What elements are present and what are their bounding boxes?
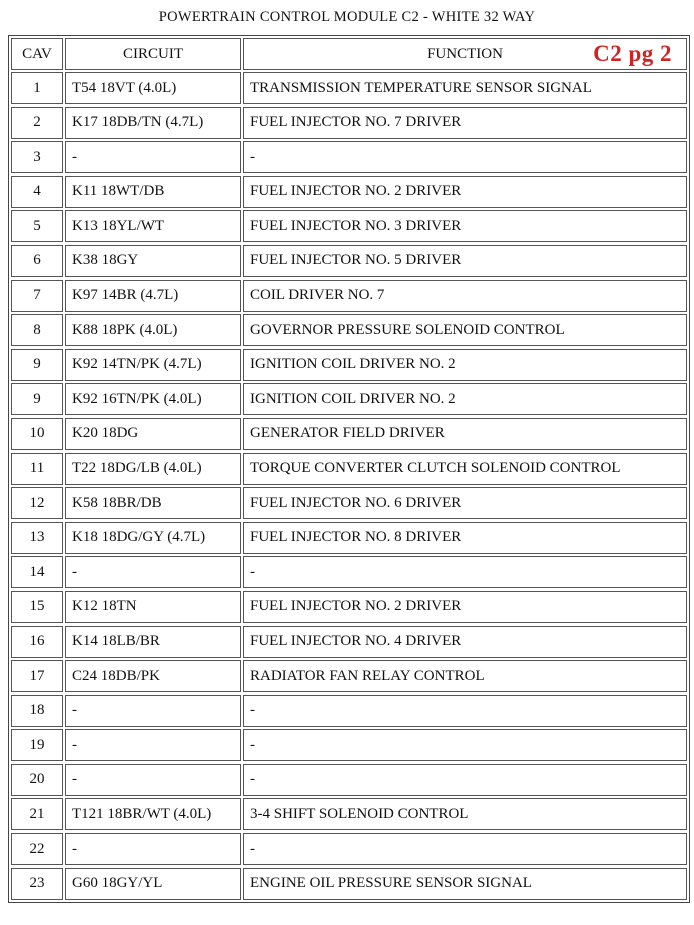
table-row bbox=[11, 72, 687, 104]
cav-cell: 17 bbox=[11, 660, 63, 692]
function-cell: COIL DRIVER NO. 7 bbox=[243, 280, 687, 312]
table-row bbox=[11, 349, 687, 381]
table-row bbox=[11, 626, 687, 658]
header-function-cell bbox=[243, 38, 687, 70]
function-cell: IGNITION COIL DRIVER NO. 2 bbox=[243, 349, 687, 381]
header-circuit: CIRCUIT bbox=[65, 38, 241, 70]
cav-cell: 13 bbox=[11, 522, 63, 554]
function-cell: ENGINE OIL PRESSURE SENSOR SIGNAL bbox=[243, 868, 687, 900]
circuit-cell: K12 18TN bbox=[65, 591, 241, 623]
circuit-cell: T121 18BR/WT (4.0L) bbox=[65, 798, 241, 830]
table-row bbox=[11, 383, 687, 415]
table-row bbox=[11, 487, 687, 519]
circuit-cell: K58 18BR/DB bbox=[65, 487, 241, 519]
table-row bbox=[11, 107, 687, 139]
pinout-table bbox=[8, 35, 690, 903]
function-cell: - bbox=[243, 833, 687, 865]
cav-cell: 2 bbox=[11, 107, 63, 139]
circuit-cell: - bbox=[65, 729, 241, 761]
circuit-cell: T54 18VT (4.0L) bbox=[65, 72, 241, 104]
function-cell: - bbox=[243, 695, 687, 727]
function-cell: FUEL INJECTOR NO. 2 DRIVER bbox=[243, 591, 687, 623]
circuit-cell: - bbox=[65, 833, 241, 865]
function-cell: GENERATOR FIELD DRIVER bbox=[243, 418, 687, 450]
circuit-cell: K17 18DB/TN (4.7L) bbox=[65, 107, 241, 139]
function-cell: IGNITION COIL DRIVER NO. 2 bbox=[243, 383, 687, 415]
table-row bbox=[11, 522, 687, 554]
table-row bbox=[11, 556, 687, 588]
function-cell: TORQUE CONVERTER CLUTCH SOLENOID CONTROL bbox=[243, 453, 687, 485]
table-row bbox=[11, 660, 687, 692]
cav-cell: 16 bbox=[11, 626, 63, 658]
circuit-cell: K13 18YL/WT bbox=[65, 210, 241, 242]
circuit-cell: T22 18DG/LB (4.0L) bbox=[65, 453, 241, 485]
cav-cell: 9 bbox=[11, 349, 63, 381]
table-row bbox=[11, 280, 687, 312]
cav-cell: 9 bbox=[11, 383, 63, 415]
page-label-stamp: C2 pg 2 bbox=[593, 41, 672, 66]
table-row bbox=[11, 591, 687, 623]
page-title: POWERTRAIN CONTROL MODULE C2 - WHITE 32 WAY bbox=[158, 9, 536, 25]
cav-cell: 23 bbox=[11, 868, 63, 900]
cav-cell: 10 bbox=[11, 418, 63, 450]
cav-cell: 19 bbox=[11, 729, 63, 761]
function-cell: - bbox=[243, 141, 687, 173]
cav-cell: 7 bbox=[11, 280, 63, 312]
circuit-cell: K18 18DG/GY (4.7L) bbox=[65, 522, 241, 554]
table-row bbox=[11, 210, 687, 242]
cav-cell: 12 bbox=[11, 487, 63, 519]
table-row bbox=[11, 798, 687, 830]
circuit-cell: - bbox=[65, 556, 241, 588]
cav-cell: 18 bbox=[11, 695, 63, 727]
circuit-cell: K14 18LB/BR bbox=[65, 626, 241, 658]
circuit-cell: K38 18GY bbox=[65, 245, 241, 277]
table-row bbox=[11, 245, 687, 277]
function-cell: RADIATOR FAN RELAY CONTROL bbox=[243, 660, 687, 692]
cav-cell: 6 bbox=[11, 245, 63, 277]
cav-cell: 5 bbox=[11, 210, 63, 242]
circuit-cell: K92 14TN/PK (4.7L) bbox=[65, 349, 241, 381]
cav-cell: 15 bbox=[11, 591, 63, 623]
table-row bbox=[11, 453, 687, 485]
circuit-cell: G60 18GY/YL bbox=[65, 868, 241, 900]
table-row bbox=[11, 833, 687, 865]
table-row bbox=[11, 176, 687, 208]
table-header-row bbox=[11, 38, 687, 70]
circuit-cell: K11 18WT/DB bbox=[65, 176, 241, 208]
cav-cell: 3 bbox=[11, 141, 63, 173]
circuit-cell: - bbox=[65, 695, 241, 727]
function-cell: FUEL INJECTOR NO. 5 DRIVER bbox=[243, 245, 687, 277]
cav-cell: 11 bbox=[11, 453, 63, 485]
header-function: FUNCTION bbox=[427, 45, 503, 62]
header-cav: CAV bbox=[11, 38, 63, 70]
cav-cell: 20 bbox=[11, 764, 63, 796]
table-row bbox=[11, 314, 687, 346]
circuit-cell: K20 18DG bbox=[65, 418, 241, 450]
function-cell: FUEL INJECTOR NO. 6 DRIVER bbox=[243, 487, 687, 519]
cav-cell: 8 bbox=[11, 314, 63, 346]
function-cell: FUEL INJECTOR NO. 3 DRIVER bbox=[243, 210, 687, 242]
cav-cell: 22 bbox=[11, 833, 63, 865]
table-row bbox=[11, 695, 687, 727]
table-row bbox=[11, 729, 687, 761]
function-cell: FUEL INJECTOR NO. 2 DRIVER bbox=[243, 176, 687, 208]
table-body bbox=[9, 72, 689, 900]
function-cell: - bbox=[243, 764, 687, 796]
table-row bbox=[11, 868, 687, 900]
table-row bbox=[11, 764, 687, 796]
circuit-cell: C24 18DB/PK bbox=[65, 660, 241, 692]
table-row bbox=[11, 418, 687, 450]
cav-cell: 4 bbox=[11, 176, 63, 208]
table-row bbox=[11, 141, 687, 173]
function-cell: 3-4 SHIFT SOLENOID CONTROL bbox=[243, 798, 687, 830]
function-cell: TRANSMISSION TEMPERATURE SENSOR SIGNAL bbox=[243, 72, 687, 104]
circuit-cell: K92 16TN/PK (4.0L) bbox=[65, 383, 241, 415]
function-cell: FUEL INJECTOR NO. 7 DRIVER bbox=[243, 107, 687, 139]
cav-cell: 14 bbox=[11, 556, 63, 588]
circuit-cell: K97 14BR (4.7L) bbox=[65, 280, 241, 312]
function-cell: GOVERNOR PRESSURE SOLENOID CONTROL bbox=[243, 314, 687, 346]
function-cell: - bbox=[243, 729, 687, 761]
circuit-cell: K88 18PK (4.0L) bbox=[65, 314, 241, 346]
cav-cell: 1 bbox=[11, 72, 63, 104]
cav-cell: 21 bbox=[11, 798, 63, 830]
function-cell: - bbox=[243, 556, 687, 588]
function-cell: FUEL INJECTOR NO. 4 DRIVER bbox=[243, 626, 687, 658]
function-cell: FUEL INJECTOR NO. 8 DRIVER bbox=[243, 522, 687, 554]
circuit-cell: - bbox=[65, 141, 241, 173]
circuit-cell: - bbox=[65, 764, 241, 796]
